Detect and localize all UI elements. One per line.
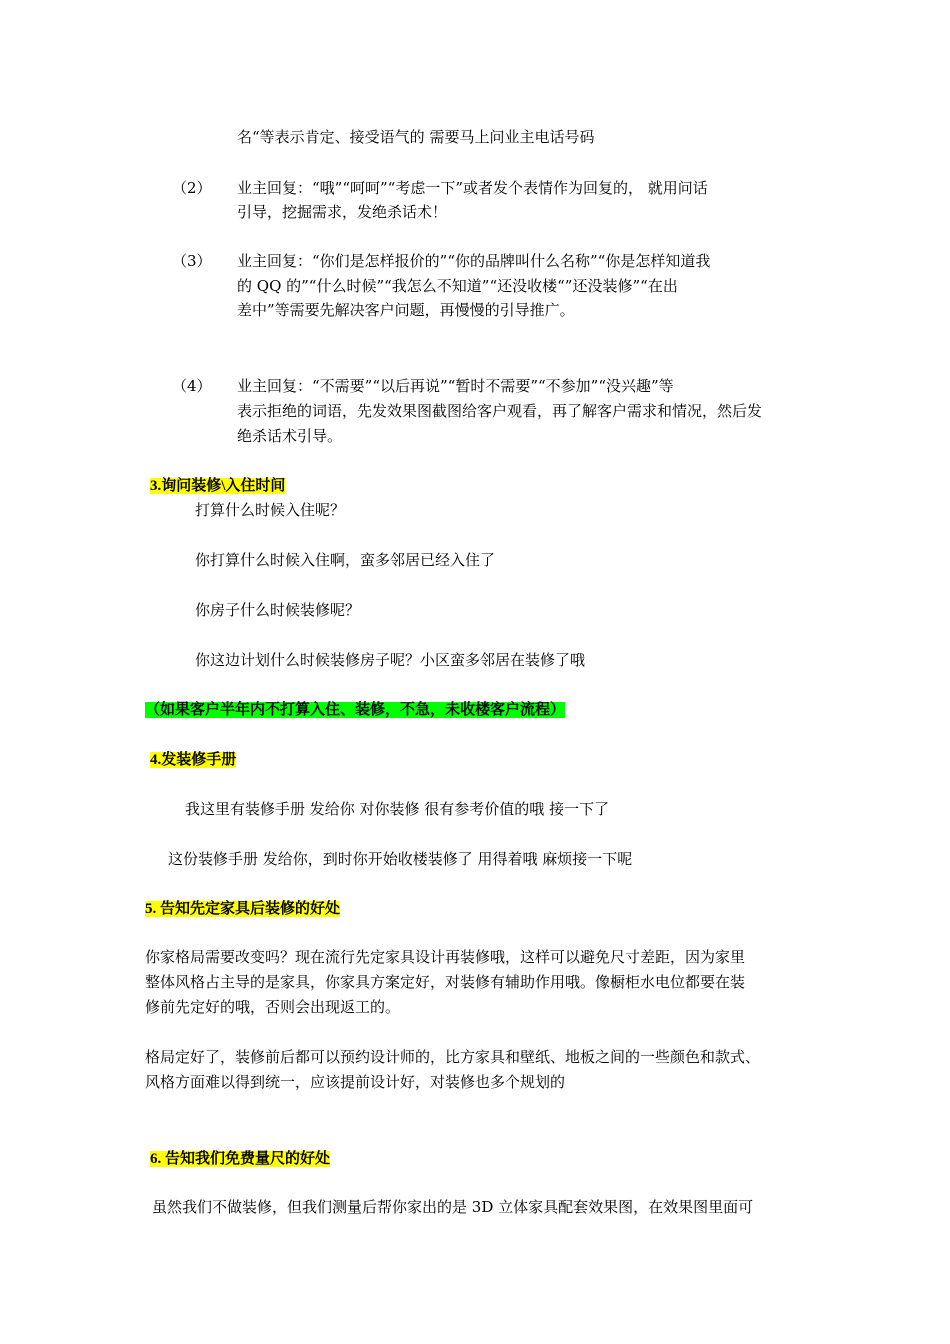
section4-title: 4.发装修手册 — [150, 752, 237, 768]
item4-line-3: 绝杀话术引导。 — [237, 427, 343, 445]
item1-tail-line: 名“等表示肯定、接受语气的 需要马上问业主电话号码 — [237, 128, 595, 146]
section5-para1-line-2: 整体风格占主导的是家具，你家具方案定好，对装修有辅助作用哦。像橱柜水电位都要在装 — [145, 973, 746, 991]
item4-line-1: 业主回复：“不需要”“以后再说”“暂时不需要”“不参加”“没兴趣”等 — [237, 377, 674, 395]
item2-line-1: 业主回复：“哦”“呵呵”“考虑一下”或者发个表情作为回复的， 就用问话 — [237, 179, 708, 197]
section6-line-1: 虽然我们不做装修，但我们测量后帮你家出的是 3D 立体家具配套效果图，在效果图里面可 — [152, 1198, 754, 1216]
section4-line-1: 我这里有装修手册 发给你 对你装修 很有参考价值的哦 接一下了 — [185, 800, 610, 818]
item4-number: （4） — [172, 377, 212, 395]
green-note-text: （如果客户半年内不打算入住、装修，不急，未收楼客户流程） — [145, 702, 566, 718]
section5-para2-line-2: 风格方面难以得到统一，应该提前设计好，对装修也多个规划的 — [145, 1073, 566, 1091]
item4-line-2: 表示拒绝的词语，先发效果图截图给客户观看，再了解客户需求和情况，然后发 — [237, 402, 763, 420]
item3-number: （3） — [172, 252, 212, 270]
section4-line-2: 这份装修手册 发给你，到时你开始收楼装修了 用得着哦 麻烦接一下呢 — [168, 850, 633, 868]
section3-heading — [150, 475, 285, 496]
section3-title: 3.询问装修\入住时间 — [150, 478, 286, 494]
section6-title: 6. 告知我们免费量尺的好处 — [150, 1151, 331, 1167]
item2-line-2: 引导，挖掘需求，发绝杀话术！ — [237, 203, 448, 221]
item3-line-1: 业主回复：“你们是怎样报价的”“你的品牌叫什么名称”“你是怎样知道我 — [237, 252, 711, 270]
green-note — [145, 699, 565, 720]
item3-line-3: 差中”等需要先解决客户问题，再慢慢的引导推广。 — [237, 301, 575, 319]
section5-para2-line-1: 格局定好了，装修前后都可以预约设计师的，比方家具和壁纸、地板之间的一些颜色和款式、 — [145, 1048, 761, 1066]
section3-line-1: 打算什么时候入住呢？ — [195, 501, 346, 519]
item2-number: （2） — [172, 179, 212, 197]
section5-title: 5. 告知先定家具后装修的好处 — [145, 901, 341, 917]
section3-line-3: 你房子什么时候装修呢？ — [195, 601, 361, 619]
section6-heading — [150, 1148, 330, 1169]
section5-heading — [145, 898, 340, 919]
section3-line-4: 你这边计划什么时候装修房子呢？小区蛮多邻居在装修了哦 — [195, 651, 586, 669]
item3-line-2: 的 QQ 的”“什么时候”“我怎么不知道”“还没收楼“”还没装修”“在出 — [237, 277, 678, 295]
section5-para1-line-1: 你家格局需要改变吗？现在流行先定家具设计再装修哦，这样可以避免尺寸差距，因为家里 — [145, 948, 746, 966]
section3-line-2: 你打算什么时候入住啊，蛮多邻居已经入住了 — [195, 551, 496, 569]
section5-para1-line-3: 修前先定好的哦，否则会出现返工的。 — [145, 998, 401, 1016]
section4-heading — [150, 749, 236, 770]
